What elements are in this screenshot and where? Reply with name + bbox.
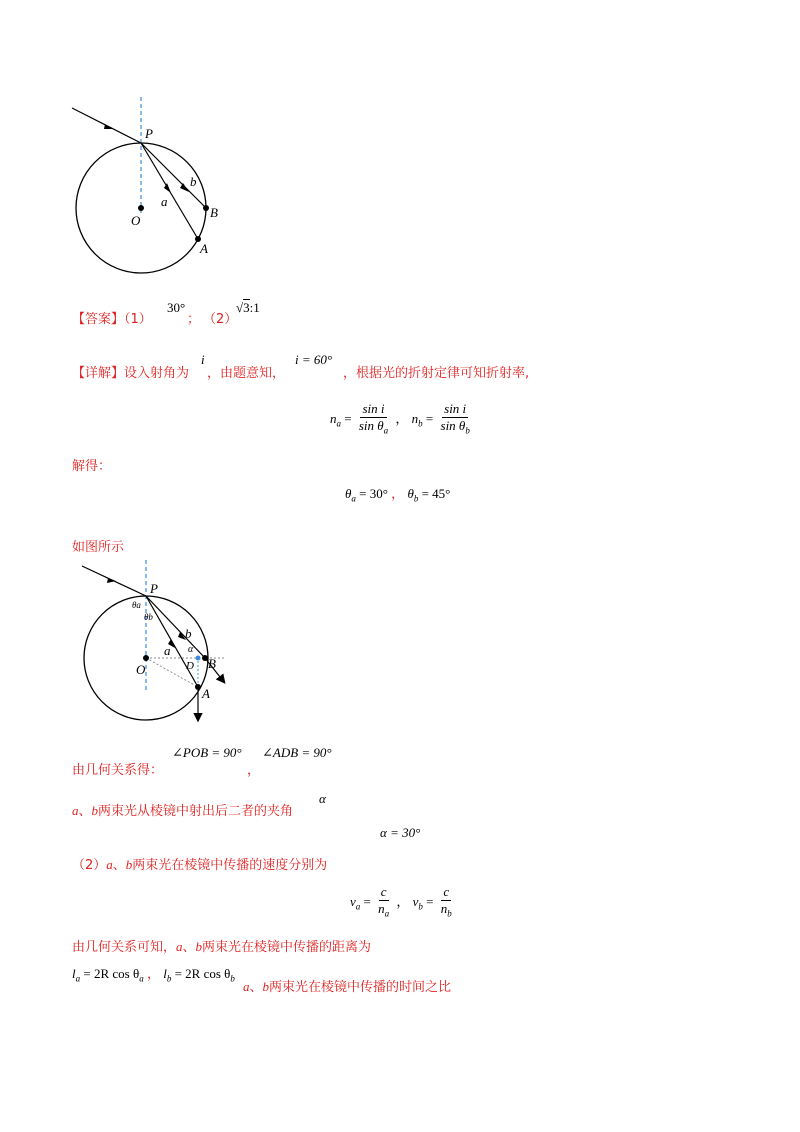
point-B [203,205,209,211]
label-A: A [200,241,208,256]
answer-part1: （1） [124,312,152,327]
label-theta-a: θa [132,600,141,610]
eq1-frac-a [357,402,390,438]
label-O-2: O [136,662,146,677]
answer-val2 [236,300,260,316]
angle-text: 两束光从棱镜中射出后二者的夹角 [98,804,294,819]
eq2-val-b: = 45° [421,486,451,501]
label-D: D [186,660,194,672]
angle-sep: 、 [78,804,92,819]
equation-theta [345,483,450,504]
label-B: B [210,205,218,220]
answer-val2-tail: :1 [249,300,260,315]
eq3-c-a: c [380,884,387,899]
eq4-sep: 、 [249,980,263,995]
eq1-den-b: sin θ [440,418,466,433]
angle-alpha: α [319,791,326,806]
eq4-comma: ， [146,967,160,982]
eq4-la-sub: a [75,973,81,984]
answer-sep: ； [187,312,201,327]
eq3-vb: v [412,893,419,909]
distance-line [72,936,371,955]
part2-sep: 、 [112,858,126,873]
figure-2 [70,555,240,730]
angle-line [72,800,293,819]
eq3-frac-a [376,885,391,921]
eq3-frac-b [439,885,454,921]
figure-1 [60,90,250,280]
equation-velocity: $v_a$ = $\frac{c}{n_a}$ ， $v_b$ = $\frac{c}{n_b}$ [350,884,452,919]
point-O-2 [143,655,149,661]
label-b-2: b [185,626,192,641]
answer-part2: （2） [203,312,238,327]
dist-text2: 两束光在棱镜中传播的距离为 [202,940,372,955]
part2-a: a [106,857,113,872]
eq3-nb: n [440,901,448,916]
geom-eq2: ∠ADB = 90° [262,745,332,760]
time-ratio-line [243,976,451,995]
eq3-c-b: c [443,884,450,899]
detail-t2: ，由题意知， [207,366,286,381]
eq2-theta-b: θ [407,486,414,501]
dist-b: b [195,939,203,954]
eq1-num-a: sin i [362,401,385,416]
detail-t1: 设入射角为 [124,366,190,381]
label-b: b [190,174,197,189]
eq4-text: 两束光在棱镜中传播的时间之比 [269,980,452,995]
eq3-comma: ， [396,893,410,909]
eq4-lb-rhs: = 2R cos θ [174,966,231,981]
eq2-comma: ， [391,487,405,502]
part2-line [72,854,327,873]
label-alpha: α [188,644,194,655]
eq4-la-rhs-sub: a [139,973,144,984]
point-A-2 [195,684,201,690]
detail-label-text: 【详解】 [72,366,125,381]
eq1-num-b: sin i [444,401,467,416]
eq3-vb-sub: b [418,901,423,912]
label-O: O [131,213,141,228]
label-a: a [161,194,168,209]
eq4-la: l [72,966,76,981]
part2-prefix: （2） [72,858,107,873]
equation-distance [72,963,235,984]
eq3-va-sub: a [355,901,361,912]
eq2-val-a: = 30° [359,486,388,501]
detail-label [72,362,189,381]
dist-text1: 由几何关系可知， [72,940,177,955]
eq4-a: a [243,979,250,994]
answer-val1: 30° [167,300,186,315]
eq2-sub-a: a [351,493,356,504]
eq1-den-a: sin θ [358,418,384,433]
eq3-nb-sub: b [447,908,452,919]
eq2-sub-b: b [413,493,419,504]
eq4-lb-sub: b [166,973,172,984]
equation-refractive-index: $n_a$ = $\frac{\text{sin i}}{\sin \theta_a}$ ， $n_b$ = $\frac{\text{sin i}}{\sin \theta_b}$ [330,401,470,436]
alpha-equation: α = 30° [380,825,421,840]
angle-a: a [72,803,79,818]
label-A-2: A [202,686,210,701]
eq1-comma: ， [395,410,409,426]
label-P-2: P [150,581,158,596]
as-shown-label: 如图所示 [72,540,125,555]
sqrt-sign: √ [236,300,244,315]
label-P: P [145,126,153,141]
part2-text: 两束光在棱镜中传播的速度分别为 [132,858,328,873]
eq4-lb-rhs-sub: b [230,973,235,984]
eq1-nb: n [411,410,419,426]
eq1-nb-sub: b [418,418,423,429]
point-O [138,205,144,211]
detail-eq-i: i = 60° [295,352,333,367]
dist-a: a [176,939,183,954]
dist-sep: 、 [182,940,196,955]
answer-line [72,308,152,327]
eq1-den-a-sub: a [383,425,389,436]
eq4-la-rhs: = 2R cos θ [83,966,140,981]
point-D [196,656,201,661]
geom-comma: ， [247,763,261,778]
eq3-va: v [350,893,356,909]
geom-text: 由几何关系得： [72,763,164,778]
label-B-2: B [208,656,216,671]
part2-b: b [125,857,133,872]
eq2-theta-a: θ [345,486,352,501]
eq1-na: n [330,410,337,426]
label-theta-b: θb [144,612,153,622]
detail-sym-i: i [201,352,205,367]
eq4-b: b [262,979,270,994]
eq3-na: n [378,901,385,916]
eq3-na-sub: a [384,908,390,919]
eq1-na-sub: a [336,418,341,429]
solved-label: 解得： [72,459,112,474]
label-a-2: a [164,643,171,658]
eq4-lb: l [163,966,167,981]
detail-t3: ，根据光的折射定律可知折射率, [343,366,530,381]
eq1-den-b-sub: b [465,425,470,436]
answer-label: 【答案】 [72,312,125,327]
eq1-frac-b [439,402,472,438]
geom-eq1: ∠POB = 90° [172,745,242,760]
answer-val2-radicand: 3 [243,300,250,315]
angle-b: b [91,803,99,818]
